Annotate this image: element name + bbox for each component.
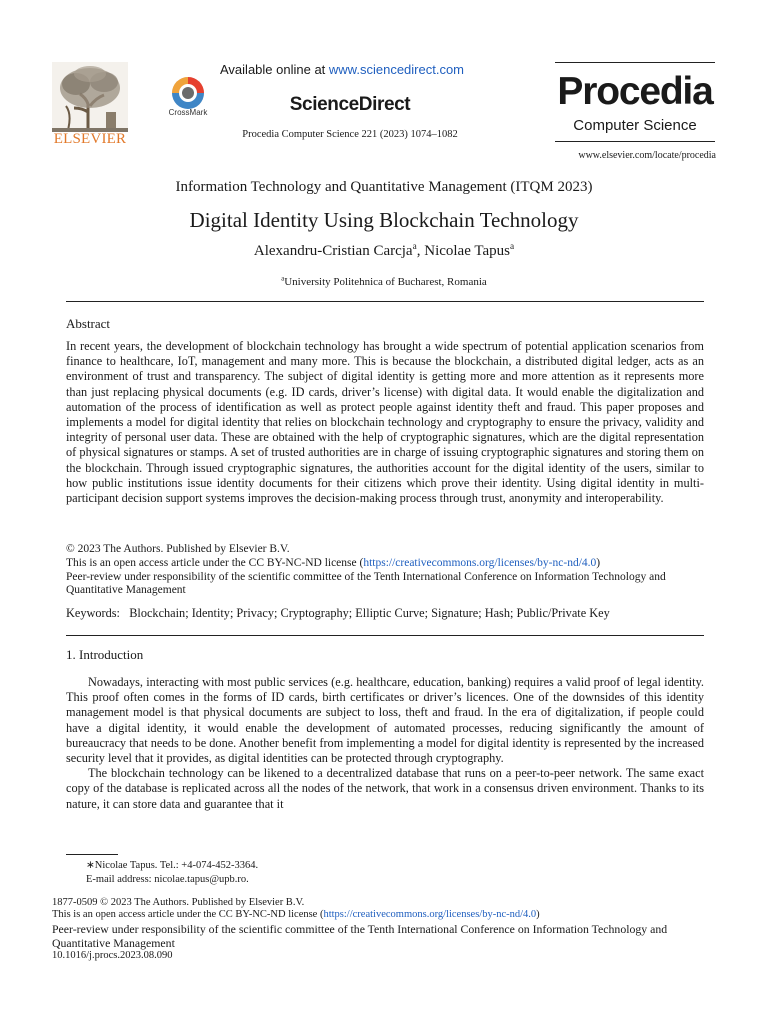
affiliation [60,276,708,288]
author-affiliation-mark: a [509,242,515,252]
keywords-label: Keywords: [66,606,120,620]
page-footer [52,897,716,962]
sciencedirect-wordmark[interactable]: ScienceDirect [289,94,411,115]
footnote-rule [66,854,118,855]
keywords [66,606,704,621]
corresponding-author: ∗Nicolae Tapus. Tel.: +4-074-452-3364. [86,860,259,871]
paragraph: The blockchain technology can be likened to a decentralized database that runs on a peer-to-peer network. The same exact copy of the database is replicated across all the nodes of the network, that work in a consensus driven environment. Thanks to its nature, it can store data and guarantee that it [66,766,704,811]
publisher-name: ELSEVIER [53,131,127,147]
license-suffix: ) [596,556,601,569]
doi[interactable]: 10.1016/j.procs.2023.08.090 [52,949,173,961]
paragraph: Nowadays, interacting with most public services (e.g. healthcare, education, banking) requires a valid proof of legal identity. This proof often comes in the forms of ID cards, birth certificates or driver’s licences. One of the downsides of this identity management model is that physical documents are subject to loss, theft and fraud. In the era of digitalization, if people could have a digital identity, it would enable the development of automated processes, reducing significantly the amount of bureaucracy that needs to be done. Another benefit from implementing a model for digital identity is represented by the increased security level that it provides, as digital identities can be protected through cryptography. [66,675,704,766]
footer-peer-review: Peer-review under responsibility of the scientific committee of the Tenth International Conference on Information Technology and Quantitative Management [52,921,668,950]
journal-url[interactable]: www.elsevier.com/locate/procedia [578,150,716,161]
author-separator: , [416,243,425,259]
author-list [60,243,708,260]
copyright-line: © 2023 The Authors. Published by Elsevier B.V. [66,543,290,555]
procedia-title: Procedia [557,70,713,113]
keywords-list: Blockchain; Identity; Privacy; Cryptography; Elliptic Curve; Signature; Hash; Public/Private Key [129,606,610,620]
peer-review-line: Peer-review under responsibility of the scientific committee of the Tenth International Conference on Information Technology and Quantitative Management [66,570,666,597]
license-line [66,557,704,571]
license-link[interactable]: https://creativecommons.org/licenses/by-nc-nd/4.0 [363,556,597,569]
section-heading: 1. Introduction [66,647,144,662]
footer-license-prefix: This is an open access article under the CC BY-NC-ND license ( [52,909,324,921]
author-affiliation-mark: a [412,242,417,252]
author-name: Nicolae Tapus [424,243,510,259]
journal-reference: Procedia Computer Science 221 (2023) 1074–1082 [242,129,458,140]
footnote [86,859,686,886]
affiliation-mark: a [281,275,285,283]
affiliation-text: University Politehnica of Bucharest, Romania [284,276,487,288]
license-prefix: This is an open access article under the CC BY-NC-ND license ( [66,556,364,569]
issn-line: 1877-0509 © 2023 The Authors. Published by Elsevier B.V. [52,897,305,908]
sciencedirect-link[interactable]: www.sciencedirect.com [328,62,465,77]
paper-title: Digital Identity Using Blockchain Technology [189,208,579,232]
procedia-subtitle: Computer Science [573,117,697,134]
divider [66,635,704,636]
author-name: Alexandru-Cristian Carcja [253,243,413,259]
procedia-top-rule [555,62,715,63]
email-line: E-mail address: nicolae.tapus@upb.ro. [86,873,249,885]
abstract-heading: Abstract [66,316,111,331]
footer-license-suffix: ) [536,909,540,921]
conference-name: Information Technology and Quantitative Management (ITQM 2023) [175,179,593,195]
abstract-text [66,339,704,506]
divider [66,301,704,302]
introduction-text [66,675,704,812]
procedia-bottom-rule [555,141,715,142]
footer-license-link[interactable]: https://creativecommons.org/licenses/by-nc-nd/4.0 [323,909,537,921]
available-online [220,62,480,77]
crossmark-label: CrossMark [168,108,208,117]
copyright-block [66,543,704,598]
footer-license-line [52,909,716,921]
abstract-paragraph: In recent years, the development of blockchain technology has brought a wide spectrum of potential application scenarios from finance to healthcare, IoT, management and many more. This is because the blockchain, a distributed digital ledger, acts as an environment of trust and transparency. The subject of digital identity is getting more and more attention as it represents more than just replacing physical documents (e.g. ID cards, driver’s license) with digital data. It would enable the digitalization and automation of the process of identification as well as protect people against identity theft and fraud. This paper proposes and implements a model for digital identity that relies on blockchain technology and cryptography to ensure the privacy, validity and integrity of personal user data. These are obtained with the help of cryptographic signatures, which are the digital representation of physical signatures or stamps. A set of trusted authorities are in charge of issuing cryptographic signatures and storing them on the blockchain. Through issued cryptographic signatures, the authorities account for the digital identity of the users, similar to how public institutions issue identity documents for their citizens which prove their identity. Using digital identity in multi-participant decision support systems improves the decision-making process through trust, anonymity and interoperability. [66,339,704,506]
available-prefix: Available online at [220,62,329,77]
